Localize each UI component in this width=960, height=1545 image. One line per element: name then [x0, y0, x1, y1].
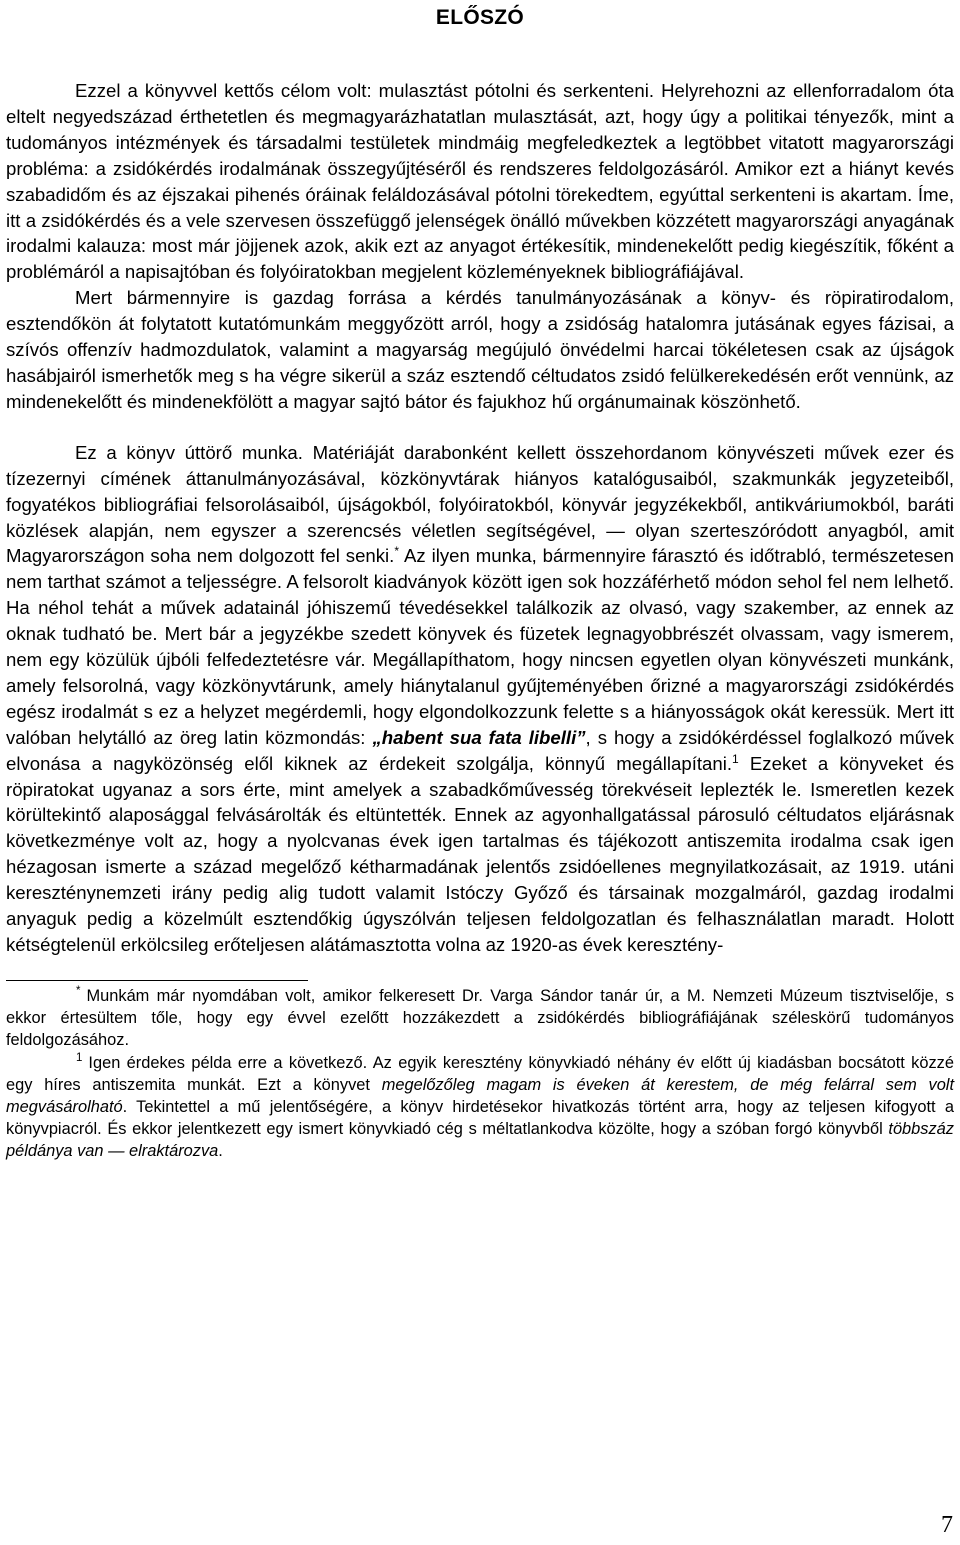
- footnote-1-emphasis-1: megelőzőleg magam is éveken át kerestem, de még felárral sem volt megvásárolható: [6, 1075, 955, 1116]
- paragraph-3-part-c: , s hogy a zsidókérdéssel foglalkozó művek elvonása a nagyközönség elől kiknek az érdekeit szolgálja, könnyű megállapítani.: [6, 726, 955, 774]
- paragraph-3: [6, 440, 954, 958]
- footnote-1-part-b: . Tekintettel a mű jelentőségére, a könyv hirdetésekor hivatkozás történt arra, hogy az teljesen kifogyott a könyvpiacról. És ekkor jelentkezett egy ismert könyvkiadó cég s méltatlankodva közölte, hogy a szóban forgó könyvből: [6, 1097, 954, 1139]
- footnote-divider: [6, 980, 308, 981]
- paragraph-1: Ezzel a könyvvel kettős célom volt: mulasztást pótolni és serkenteni. Helyrehozni az ellenforradalom óta eltelt negyedszázad érthetetlen és megmagyarázhatatlan mulasztását, azt, hogy úgy a politikai tényezők, mint a tudományos intézmények és társadalmi testületek mindmáig megfeledkeztek a legtöbbet vitatott magyarországi probléma: a zsidókérdés irodalmának összegyűjtéséről és rendszeres feldolgozásáról. Amikor ezt a hiányt kevés szabadidőm és az éjszakai pihenés óráinak feláldozásával pótolni törekedtem, egyúttal serkenteni is akartam. Íme, itt a zsidókérdés és a vele szervesen összefüggő jelenségek önálló művekben közzétett magyarországi anyagának irodalmi kalauza: most már jöjjenek azok, akik ezt az anyagot értékesítik, mindenekelőtt pedig kiegészítik, főként a problémáról a napisajtóban és folyóiratokban megjelent közleményeknek bibliográfiájával.: [6, 80, 954, 283]
- footnote-ref-asterisk[interactable]: *: [394, 544, 400, 559]
- paragraph-2: Mert bármennyire is gazdag forrása a kérdés tanulmányozásának a könyv- és röpiratirodalom, esztendőkön át folytatott kutatómunkám meggyőzött arról, hogy a zsidóság hatalomra jutásának egyes fázisai, a szívós offenzív hadmozdulatok, valamint a magyarság megújuló önvédelmi harcai tökéletesen csak az újságok hasábjairól ismerhetők meg s ha végre sikerül a száz esztendő céltudatos zsidó felülkerekedésén erőt vennünk, az mindenekelőtt és mindenekfölött a magyar sajtó bátor és fajukhoz hű orgánumainak köszönhető.: [6, 287, 954, 412]
- page-number: 7: [941, 1512, 953, 1538]
- footnote-mark-asterisk: *: [76, 985, 81, 998]
- footnote-mark-1: 1: [76, 1052, 83, 1065]
- latin-proverb: „habent sua fata libelli”: [372, 726, 586, 748]
- paragraph-3-part-b: Az ilyen munka, bármennyire fárasztó és időtrabló, természetesen nem tarthat számot a teljességre. A felsorolt kiadványok között igen sok hozzáférhető módon sehol fel nem lelhető. Ha néhol tehát a művek adatainál jóhiszemű tévedésekkel találkozik az olvasó, vagy szakember, az ennek az oknak tudható be. Mert bár a jegyzékbe szedett könyvek és füzetek legnagyobbrészét olvassam, vagy ismerem, nem egy közülük újbóli felfedeztetésre vár. Megállapíthatom, hogy nincsen egyetlen olyan könyvészeti munkánk, amely felsorolná, vagy közkönyvtárunk, amely hiánytalanul gyűjteményében őrizné a magyarországi zsidókérdés egész irodalmát s ez a helyzet megérdemli, hogy elgondolkozzunk felette s a hiányosságok okát keressük. Mert itt valóban helytálló az öreg latin közmondás:: [6, 545, 954, 748]
- footnote-ref-1[interactable]: 1: [732, 751, 739, 766]
- paragraph-3-part-d: Ezeket a könyveket és röpiratokat ugyanaz a sors érte, mint amelyek a szabadkőművesség törekvéseit leplezték le. Ismeretlen kezek körültekintő alaposággal felvásárolták és eltüntették. Ennek az agyonhallgatással párosuló céltudatos eljárásnak következménye volt az, hogy a nyolcvanas évek igen tartalmas és tájékozott antiszemita irodalma csak igen hézagosan ismerte a század megelőző kétharmadának jelentős zsidóellenes megnyilatkozásait, az 1919. utáni kereszténynemzeti irány pedig alig tudott valamit Istóczy Győző és társainak mozgalmáról, gazdag irodalmi anyaguk pedig a közelmúlt esztendőkig úgyszólván teljesen feldolgozatlan és felhasználatlan maradt. Holott kétségtelenül erkölcsileg erőteljesen alátámasztotta volna az 1920-as évek keresztény-: [6, 752, 954, 955]
- footnote-asterisk-text: Munkám már nyomdában volt, amikor felkeresett Dr. Varga Sándor tanár úr, a M. Nemzeti Múzeum tisztviselője, s ekkor értesültem tőle, hogy egy évvel ezelőtt hozzákezdett a zsidókérdés bibliográfiájának széleskörű tudományos feldolgozásához.: [6, 986, 954, 1050]
- footnote-1-part-c: .: [218, 1142, 223, 1161]
- footnote-1-part-a: Igen érdekes példa erre a következő. Az egyik keresztény könyvkiadó néhány év előtt új kiadásban bocsátott közzé egy híres antiszemita munkát. Ezt a könyvet: [6, 1053, 954, 1094]
- chapter-title: ELŐSZÓ: [435, 6, 525, 29]
- paragraph-3-part-a: Ez a könyv úttörő munka. Matériáját darabonként kellett összehordanom könyvészeti művek ezer és tízezernyi címének áttanulmányozásával, közkönyvtárak hiányos katalógusaiból, szakmunkák jegyzeteiből, fogyatékos bibliográfiai felsorolásaiból, újságokból, folyóiratokból, könyvár jegyzékekből, antikváriumokból, baráti közlések alapján, nem egyszer a szerencsés véletlen segítségével, — olyan szerteszóródott anyagból, amit Magyarországon soha nem dolgozott fel senki.: [6, 441, 954, 567]
- footnote-1: [6, 1052, 954, 1163]
- footnote-1-emphasis-2: többszáz példánya van — elraktározva: [6, 1120, 954, 1161]
- footnote-asterisk: [6, 985, 954, 1052]
